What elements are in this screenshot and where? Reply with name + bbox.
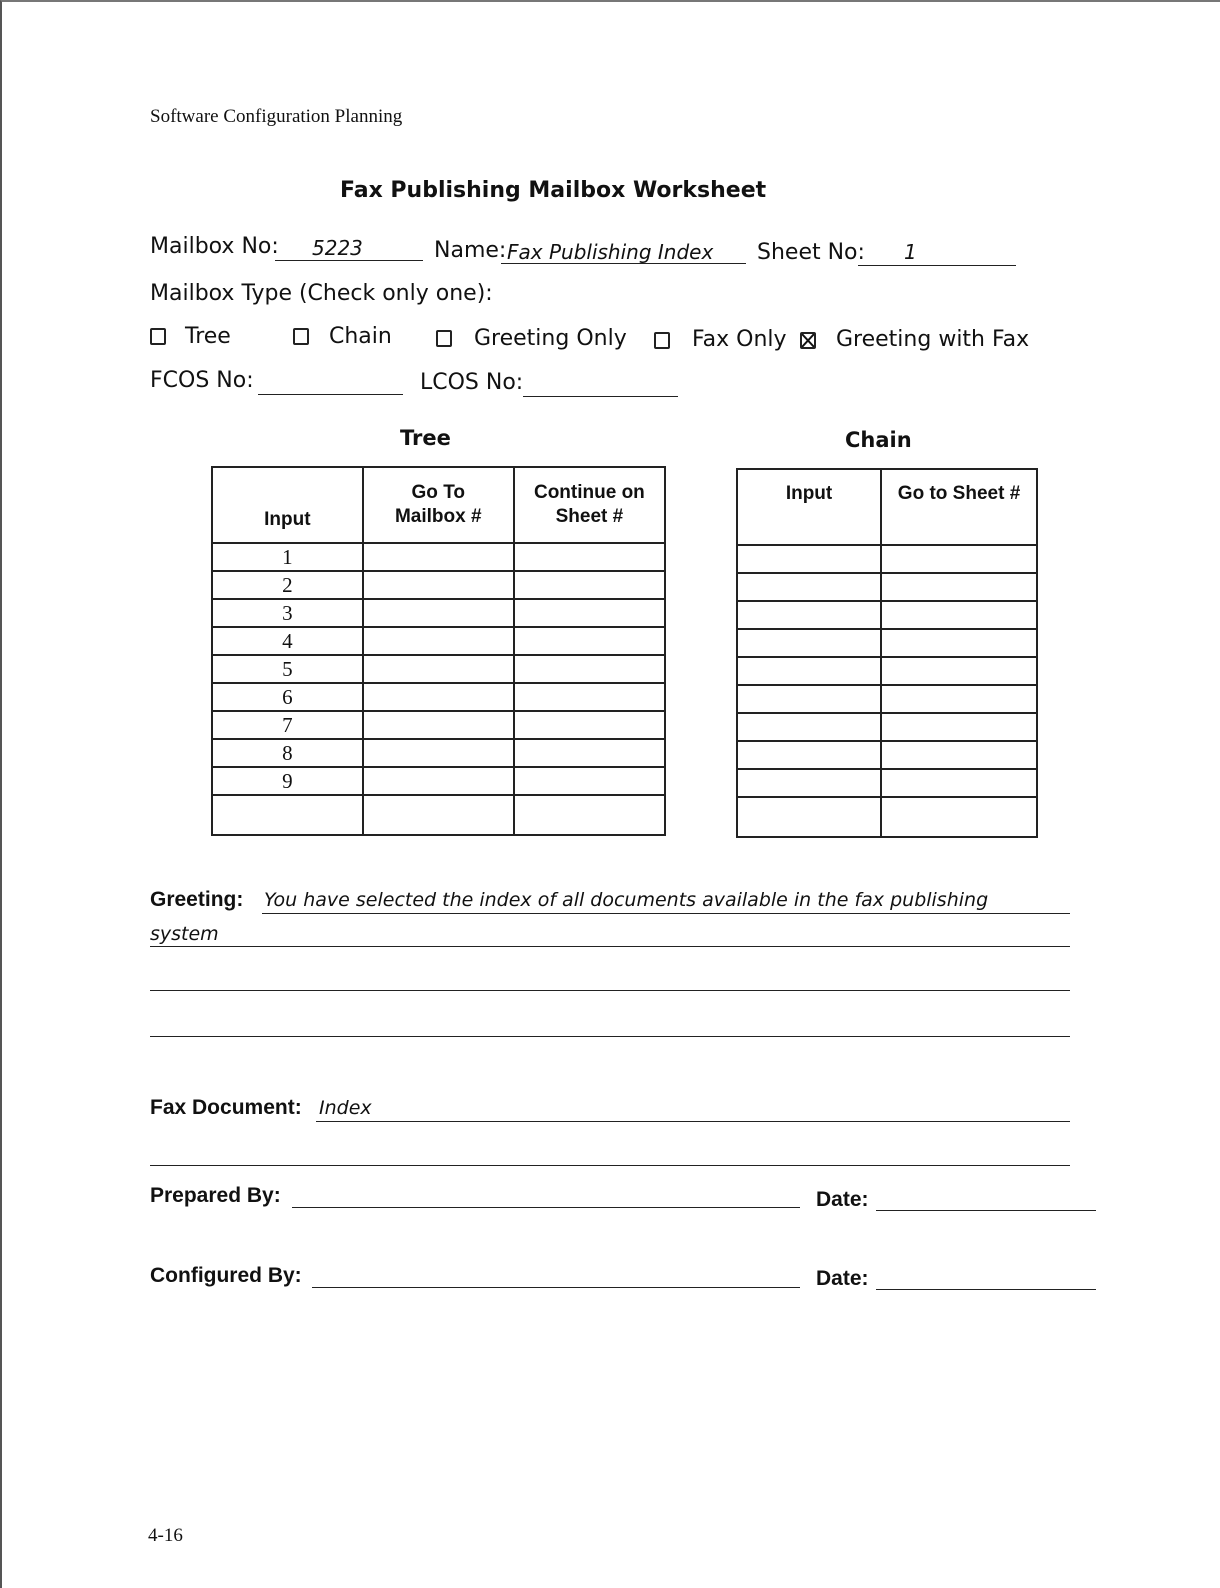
mailbox-no-label: Mailbox No: (150, 234, 279, 259)
tree-input-cell: 3 (212, 599, 363, 627)
prepared-by-field[interactable] (292, 1207, 800, 1208)
table-row (212, 767, 665, 795)
chain-input-cell[interactable] (737, 601, 881, 629)
tree-col-continue-sheet (514, 467, 665, 543)
mailbox-name-value[interactable]: Fax Publishing Index (507, 240, 714, 264)
tree-table-header (212, 467, 665, 543)
table-row (212, 795, 665, 835)
fcos-no-field[interactable] (258, 394, 403, 395)
configured-by-field[interactable] (312, 1287, 800, 1288)
chain-checkbox[interactable] (293, 328, 309, 345)
chain-goto-cell[interactable] (881, 629, 1037, 657)
tree-heading: Tree (400, 426, 451, 450)
tree-continue-cell[interactable] (514, 627, 665, 655)
table-row (212, 655, 665, 683)
fax-document-value[interactable]: Index (319, 1097, 372, 1119)
tree-input-cell: 6 (212, 683, 363, 711)
tree-continue-cell[interactable] (514, 543, 665, 571)
tree-col-goto-mailbox (363, 467, 514, 543)
table-row (737, 769, 1037, 797)
running-header: Software Configuration Planning (150, 106, 403, 127)
tree-goto-cell[interactable] (363, 655, 514, 683)
greeting-text-line-2[interactable]: system (150, 923, 219, 945)
prepared-date-field[interactable] (876, 1210, 1096, 1211)
chain-goto-cell[interactable] (881, 797, 1037, 837)
tree-col-goto-line1: Go To (411, 482, 465, 503)
table-row (737, 545, 1037, 573)
greeting-text-line-1[interactable]: You have selected the index of all documents available in the fax publishing (264, 889, 989, 911)
table-row (737, 601, 1037, 629)
greeting-with-fax-checkbox[interactable] (800, 332, 816, 349)
fax-document-line-1 (316, 1121, 1070, 1122)
chain-input-cell[interactable] (737, 629, 881, 657)
greeting-label: Greeting: (150, 888, 244, 911)
tree-goto-cell[interactable] (363, 599, 514, 627)
tree-col-continue-line2: Sheet # (555, 506, 624, 527)
table-row (737, 797, 1037, 837)
tree-table (211, 466, 666, 836)
mailbox-type-label: Mailbox Type (Check only one): (150, 281, 493, 306)
chain-goto-cell[interactable] (881, 573, 1037, 601)
tree-input-cell: 4 (212, 627, 363, 655)
table-row (212, 683, 665, 711)
fcos-no-label: FCOS No: (150, 368, 254, 393)
chain-goto-cell[interactable] (881, 713, 1037, 741)
tree-goto-cell[interactable] (363, 739, 514, 767)
chain-goto-cell[interactable] (881, 601, 1037, 629)
chain-col-goto-sheet: Go to Sheet # (881, 469, 1037, 545)
tree-continue-cell[interactable] (514, 711, 665, 739)
table-row (212, 711, 665, 739)
table-row (212, 571, 665, 599)
mailbox-name-label: Name: (434, 238, 507, 263)
tree-goto-cell[interactable] (363, 571, 514, 599)
tree-goto-cell[interactable] (363, 543, 514, 571)
tree-input-cell: 7 (212, 711, 363, 739)
tree-input-cell: 5 (212, 655, 363, 683)
table-row (737, 629, 1037, 657)
sheet-no-value[interactable]: 1 (904, 240, 917, 264)
tree-col-continue-line1: Continue on (533, 482, 645, 503)
tree-continue-cell[interactable] (514, 571, 665, 599)
chain-table (736, 468, 1038, 838)
tree-input-cell: 9 (212, 767, 363, 795)
tree-option-label: Tree (185, 324, 231, 349)
table-row (737, 741, 1037, 769)
chain-option-label: Chain (329, 324, 392, 349)
lcos-no-field[interactable] (523, 396, 678, 397)
tree-input-cell: 1 (212, 543, 363, 571)
greeting-only-option-label: Greeting Only (474, 326, 627, 351)
tree-input-cell[interactable] (212, 795, 363, 835)
chain-goto-cell[interactable] (881, 657, 1037, 685)
tree-continue-cell[interactable] (514, 767, 665, 795)
page-number: 4-16 (148, 1525, 183, 1546)
prepared-by-label: Prepared By: (150, 1184, 281, 1207)
greeting-line-2 (150, 946, 1070, 947)
tree-continue-cell[interactable] (514, 683, 665, 711)
page-title: Fax Publishing Mailbox Worksheet (340, 178, 767, 203)
greeting-line-4[interactable] (150, 1036, 1070, 1037)
greeting-only-checkbox[interactable] (436, 330, 452, 347)
table-row (737, 685, 1037, 713)
greeting-line-3[interactable] (150, 990, 1070, 991)
table-row (212, 599, 665, 627)
sheet-no-underline (858, 265, 1016, 266)
tree-goto-cell[interactable] (363, 767, 514, 795)
chain-input-cell[interactable] (737, 741, 881, 769)
tree-continue-cell[interactable] (514, 795, 665, 835)
chain-input-cell[interactable] (737, 769, 881, 797)
mailbox-no-value[interactable]: 5223 (312, 236, 363, 260)
chain-col-input: Input (737, 469, 881, 545)
table-row (737, 573, 1037, 601)
tree-continue-cell[interactable] (514, 655, 665, 683)
tree-continue-cell[interactable] (514, 599, 665, 627)
lcos-no-label: LCOS No: (420, 370, 524, 395)
check-x-icon (800, 332, 816, 349)
table-row (737, 657, 1037, 685)
table-row (212, 627, 665, 655)
greeting-line-1 (262, 913, 1070, 914)
chain-input-cell[interactable] (737, 573, 881, 601)
chain-goto-cell[interactable] (881, 741, 1037, 769)
greeting-with-fax-option-label: Greeting with Fax (836, 327, 1030, 352)
tree-input-cell: 2 (212, 571, 363, 599)
tree-checkbox[interactable] (150, 328, 166, 345)
configured-date-field[interactable] (876, 1289, 1096, 1290)
chain-input-cell[interactable] (737, 657, 881, 685)
chain-table-header (737, 469, 1037, 545)
tree-goto-cell[interactable] (363, 683, 514, 711)
chain-heading: Chain (845, 428, 912, 452)
chain-input-cell[interactable] (737, 713, 881, 741)
fax-only-option-label: Fax Only (692, 327, 787, 352)
configured-date-label: Date: (816, 1267, 869, 1290)
fax-only-checkbox[interactable] (654, 332, 670, 349)
tree-goto-cell[interactable] (363, 795, 514, 835)
tree-col-input: Input (212, 467, 363, 543)
mailbox-no-underline (275, 260, 423, 261)
chain-goto-cell[interactable] (881, 685, 1037, 713)
chain-goto-cell[interactable] (881, 769, 1037, 797)
chain-goto-cell[interactable] (881, 545, 1037, 573)
chain-input-cell[interactable] (737, 685, 881, 713)
table-row (737, 713, 1037, 741)
tree-goto-cell[interactable] (363, 627, 514, 655)
sheet-no-label: Sheet No: (757, 240, 865, 265)
chain-input-cell[interactable] (737, 545, 881, 573)
chain-input-cell[interactable] (737, 797, 881, 837)
table-row (212, 739, 665, 767)
tree-col-goto-line2: Mailbox # (394, 506, 482, 527)
prepared-date-label: Date: (816, 1188, 869, 1211)
fax-document-line-2[interactable] (150, 1165, 1070, 1166)
fax-document-label: Fax Document: (150, 1096, 302, 1119)
tree-input-cell: 8 (212, 739, 363, 767)
table-row (212, 543, 665, 571)
tree-continue-cell[interactable] (514, 739, 665, 767)
configured-by-label: Configured By: (150, 1264, 302, 1287)
tree-goto-cell[interactable] (363, 711, 514, 739)
